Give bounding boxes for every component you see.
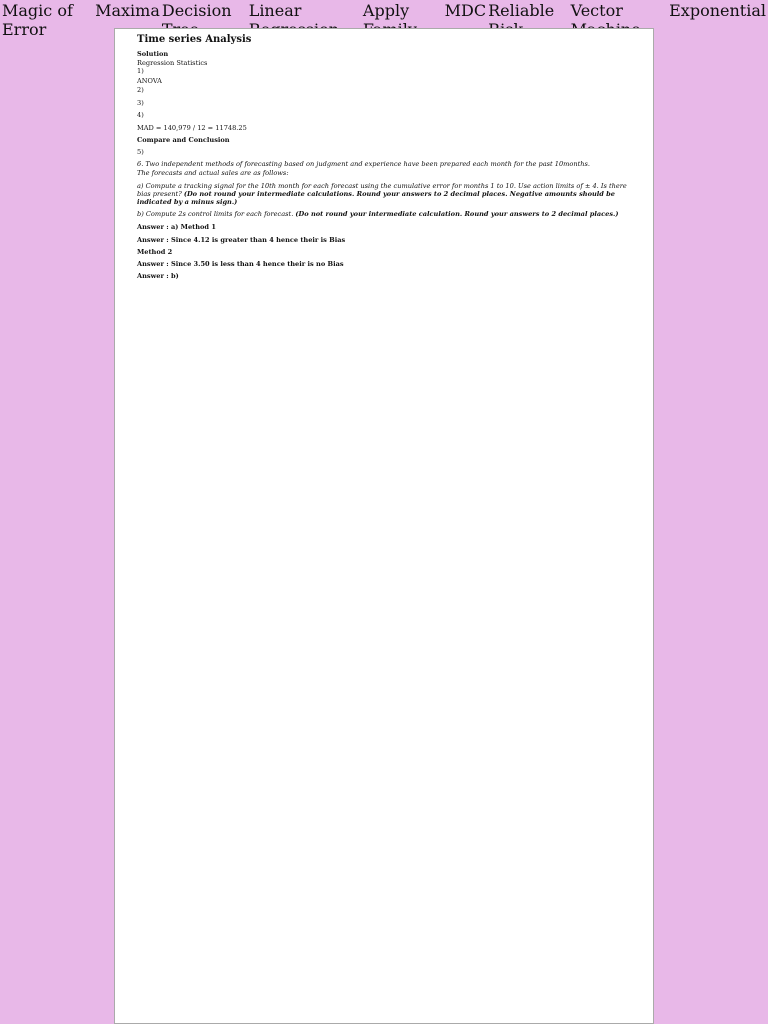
document-page bbox=[114, 28, 654, 1024]
nav-tab[interactable]: Decision bbox=[161, 1, 232, 20]
question-a: a) Compute a tracking signal for the 10th month for each forecast using the cumulative error for months 1 to 10. Use action limits of ± 4. Is there bias present? bbox=[137, 181, 627, 198]
nav-tab[interactable]: Vector bbox=[570, 1, 623, 20]
nav-tab[interactable]: Maxima bbox=[95, 1, 160, 20]
question-b-instructions: (Do not round your intermediate calculation. Round your answers to 2 decimal places.) bbox=[295, 210, 619, 219]
top-nav bbox=[0, 0, 768, 39]
step-5-label: 5) bbox=[137, 147, 144, 156]
page-title: Time series Analysis bbox=[137, 34, 252, 45]
nav-tab[interactable]: MDC bbox=[444, 1, 487, 20]
step-2-label: 2) bbox=[137, 85, 144, 94]
question-6-sub: The forecasts and actual sales are as follows: bbox=[137, 169, 289, 178]
nav-tab[interactable]: Exponential bbox=[669, 1, 766, 20]
question-b: b) Compute 2s control limits for each forecast. bbox=[137, 210, 294, 219]
answer-a-heading: Answer : a) Method 1 bbox=[137, 223, 216, 232]
nav-row-1 bbox=[0, 1, 768, 39]
nav-tab[interactable]: Linear bbox=[248, 1, 302, 20]
question-a-instructions: (Do not round your intermediate calculations. Round your answers to 2 decimal places. Negative amounts should be indicated by a minus sign.) bbox=[137, 189, 615, 206]
step-3-label: 3) bbox=[137, 98, 144, 107]
regression-stats-heading: Regression Statistics bbox=[137, 58, 208, 67]
question-6: 6. Two independent methods of forecasting based on judgment and experience have been prepared each month for the past 10months. bbox=[137, 160, 590, 169]
nav-tab[interactable]: Magic of Error bbox=[2, 1, 73, 39]
step-4-label: 4) bbox=[137, 111, 144, 120]
answer-b-heading: Answer : b) bbox=[137, 272, 179, 281]
solution-heading: Solution bbox=[137, 49, 169, 58]
nav-tab[interactable]: Apply bbox=[362, 1, 410, 20]
mad-result: MAD = 140,979 / 12 = 11748.25 bbox=[137, 124, 247, 133]
nav-tab[interactable]: Reliable bbox=[488, 1, 555, 20]
method-1-answer: Answer : Since 4.12 is greater than 4 hence their is Bias bbox=[137, 235, 346, 244]
anova-heading: ANOVA bbox=[137, 77, 162, 86]
method-2-heading: Method 2 bbox=[137, 247, 173, 256]
step-1-label: 1) bbox=[137, 67, 144, 76]
compare-heading: Compare and Conclusion bbox=[137, 135, 230, 144]
method-2-answer: Answer : Since 3.50 is less than 4 hence their is no Bias bbox=[137, 260, 344, 269]
